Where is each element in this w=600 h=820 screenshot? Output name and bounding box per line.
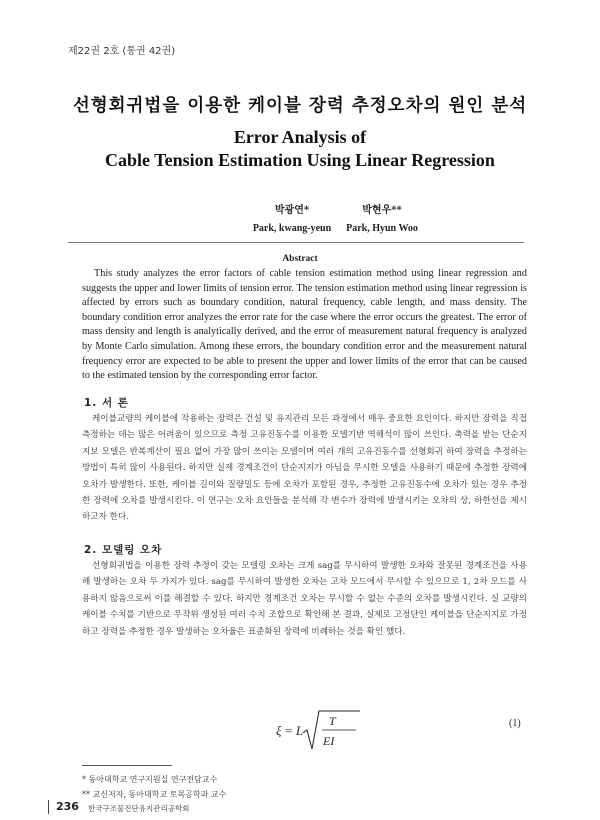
abstract-heading: Abstract [282,254,318,264]
journal-name: 한국구조물진단유지관리공학회 [88,804,190,813]
title-english-line2: Cable Tension Estimation Using Linear Regression [105,150,495,170]
divider [68,242,524,243]
author-name-english: Park, kwang-yeun [252,223,332,234]
equation-numerator: T [329,714,336,728]
author-2 [322,201,442,234]
abstract-text: This study analyzes the error factors of cable tension estimation method using linear regression and suggests the upper and lower limits of tension error. The tension estimation method using linear regression is affected by errors such as boundary condition, natural frequency, cable length, and mass density. The boundary condition error analyzes the error rate for the case where the error occurs the greatest. The error of mass density and length is analytically derived, and the error of measurement natural frequency is analyzed by Monte Carlo simulation. Among these errors, the boundary condition error and the measurement natural frequency error are expected to be able to present the upper and lower limits of the error that can be caused to the estimated tension by the corresponding error factor. [82,268,527,382]
equation-lhs: ξ = L [276,724,303,738]
author-name-korean: 박현우** [362,205,402,216]
page-number: 236 [56,800,79,813]
equation-denominator: EI [323,734,335,748]
equation [276,709,356,753]
footnote-1: * 동아대학교 연구지원실 연구전담교수 [82,775,218,784]
footnote-2: ** 교신저자, 동아대학교 토목공학과 교수 [82,790,227,799]
author-name-english: Park, Hyun Woo [346,223,418,234]
title-korean: 선형회귀법을 이용한 케이블 장력 추정오차의 원인 분석 [72,96,528,116]
equation-number: (1) [509,718,521,729]
footer-bar [48,800,49,814]
section-heading: 1. 서 론 [84,397,129,409]
journal-issue: 제22권 2호 (통권 42권) [68,46,176,57]
title-english-line1: Error Analysis of [233,127,367,147]
section-body: 케이블교량의 케이블에 작용하는 장력은 건설 및 유지관리 모든 과정에서 매우 중요한 요인이다. 하지만 장력을 직접 측정하는 데는 많은 어려움이 있으므로 측정 고유진동수를 이용한 모델기반 역해석이 많이 쓰인다. 축력을 받는 단순지지보 모델은 반복계산이 필요 없어 가장 많이 쓰이는 모델이며 여러 개의 고유진동수를 선형회귀 하여 장력을 추정하는 방법이 특히 많이 사용된다. 하지만 실제 경계조건이 단순지지가 아님을 무시한 모델을 사용하기 때문에 추정한 장력에 오차가 발생한다. 또한, 케이블 길이와 질량밀도 등에 오차가 포함된 경우, 추정한 고유진동수에 오차가 있는 경우 추정한 장력에 오차를 발생시킨다. 이 연구는 오차 요인들을 분석해 각 변수가 장력에 발생시키는 오차의 상, 하한선을 제시하고자 한다. [82,414,527,523]
footnote-rule [82,765,172,766]
section-heading: 2. 모델링 오차 [84,544,163,556]
section-body: 선형회귀법을 이용한 장력 추정이 갖는 모델링 오차는 크게 sag를 무시하여 발생한 오차와 잘못된 경계조건을 사용해 발생하는 오차 두 가지가 있다. sag를 무시하여 발생한 오차는 고차 모드에서 무시할 수 있으므로 1, 2차 모드를 사용하지 않음으로써 이를 해결할 수 있다. 하지만 경계조건 오차는 무시할 수 없는 수준의 오차를 발생시킨다. 실 교량의 케이블 수치를 기반으로 무작위 생성된 여러 수치 조합으로 확인해 본 결과, 실제로 고정단인 케이블을 단순지지로 가정하고 장력을 추정한 경우 발생하는 오차율은 표준화된 장력에 비례하는 것을 확인 했다. [82,561,527,637]
author-name-korean: 박광연* [274,205,310,216]
